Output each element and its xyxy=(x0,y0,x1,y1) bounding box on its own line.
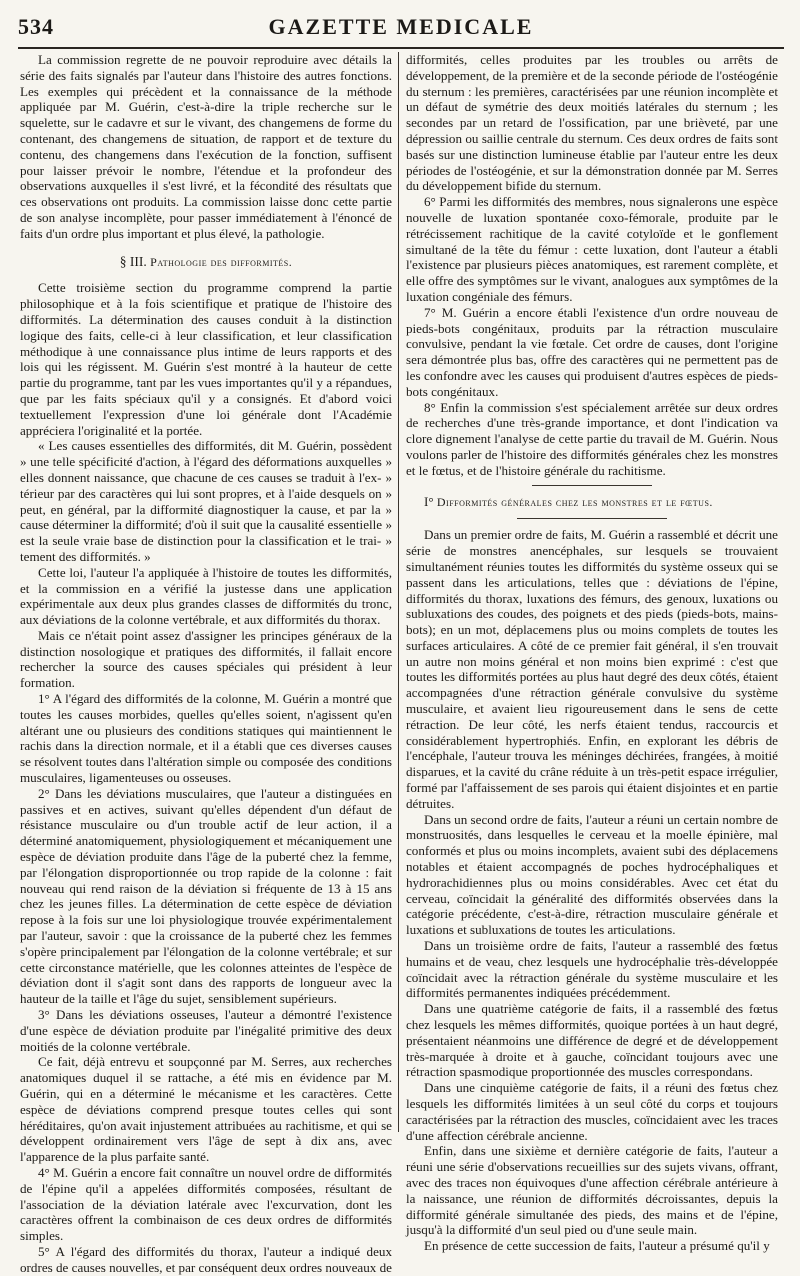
section-heading xyxy=(20,254,392,271)
paragraph: 7° M. Guérin a encore établi l'existence d'un ordre nouveau de pieds-bots congénitaux, produits par la rétraction musculaire convulsive, pendant la vie fœtale. Cet ordre de causes, dont l'origine sera démontrée plus bas, offre des caractères qui ne permettent pas de les confondre avec les causes qui produisent d'autres espèces de pieds-bots congénitaux. xyxy=(406,304,778,399)
paragraph: Ce fait, déjà entrevu et soupçonné par M. Serres, aux recherches anatomiques duquel il se rattache, a été mis en évidence par M. Guérin, qui en a déterminé le mécanisme et les caractères. Cette espèce de déviations comprend presque toutes celles qui sont héréditaires, qu'on avait injustement attribuées au rachitisme, et qui se développent ordinairement vers l'âge de sept à dix ans, avec l'apparence de la plus parfaite santé. xyxy=(20,1054,392,1165)
subsection-heading xyxy=(406,494,778,511)
paragraph: 5° A l'égard des difformités du thorax, l'auteur a indiqué deux ordres de causes nouvelles, et par conséquent deux ordres nouveaux de xyxy=(20,1243,392,1275)
page-number: 534 xyxy=(18,14,54,39)
paragraph: 3° Dans les déviations osseuses, l'auteur a démontré l'existence d'une espèce de déviation produite par l'inégalité primitive des deux moitiés de la colonne vertébrale. xyxy=(20,1007,392,1054)
page-header xyxy=(18,14,784,46)
column-separator xyxy=(398,52,399,1132)
paragraph: Cette troisième section du programme comprend la partie philosophique et à la fois scientifique et pratique de l'histoire des difformités. La détermination des causes conduit à la distinction logique des faits, celle-ci à leur classification, et leur classification méthodique à une connaissance plus intime de leurs rapports et des lois qui les régissent. M. Guérin s'est montré à la hauteur de cette partie du programme, tant par les vues importantes qu'il y a répandues, que par les faits spéciaux qu'il y a consignés. Et d'abord voici textuellement l'expression d'une loi générale dont l'Académie appréciera l'originalité et la portée. xyxy=(20,280,392,438)
subsection-rule xyxy=(517,518,667,519)
paragraph: 8° Enfin la commission s'est spécialement arrêtée sur deux ordres de recherches d'une très-grande importance, et dont l'indication va clore dignement l'analyse de cette partie du travail de M. Guérin. Nous voulons parler de l'histoire des difformités générales chez les monstres et le fœtus, et de l'histoire générale du rachitisme. xyxy=(406,399,778,478)
paragraph: Dans une cinquième catégorie de faits, il a réuni des fœtus chez lesquels les difformités limitées à un seul côté du corps et toujours caractérisées par la rétraction des muscles, coïncidaient avec les traces d'une affection cérébrale ancienne. xyxy=(406,1080,778,1143)
section-number: § III. xyxy=(119,253,147,269)
header-rule xyxy=(18,47,784,49)
subsection-number: I° xyxy=(424,493,434,509)
paragraph: Mais ce n'était point assez d'assigner les principes généraux de la distinction nosologique et pratiques des difformités, il fallait encore rechercher la source des causes spéciales qui président à leur formation. xyxy=(20,627,392,691)
left-column xyxy=(20,52,392,1275)
paragraph: 6° Parmi les difformités des membres, nous signalerons une espèce nouvelle de luxation spontanée coxo-fémorale, produite par le rétrécissement rachitique de la cavité cotyloïde et le gonflement simultané de la tête du fémur : cette luxation, dont l'auteur a établi l'existence par plusieurs pièces anatomiques, est rarement complète, et elle offre des symptômes sur le vivant, analogues aux symptômes de la luxation congéniale des fémurs. xyxy=(406,194,778,304)
paragraph: 1° A l'égard des difformités de la colonne, M. Guérin a montré que toutes les causes morbides, quelles qu'elles soient, n'agissent qu'en altérant une ou plusieurs des conditions statiques qui maintiennent le rachis dans la direction normale, et il a établi que ces diverses causes se résolvent toutes dans l'altération simple ou composée des conditions musculaires, ligamenteuses ou osseuses. xyxy=(20,691,392,786)
paragraph: difformités, celles produites par les troubles ou arrêts de développement, de la première et de la seconde période de l'ostéogénie du sternum : les premières, caractérisées par une réunion incomplète et un défaut de symétrie des deux moitiés latérales du sternum ; les secondes par un retard de l'ossification, par une brièveté, par une dépression ou saillie centrale du sternum. Ces deux ordres de faits sont basés sur une distinction lumineuse établie par l'auteur entre les deux périodes de l'ostéogénie, et sur la démonstration donnée par M. Serres du développement bifide du sternum. xyxy=(406,52,778,194)
subsection-title: Difformités générales chez les monstres et le fœtus. xyxy=(436,494,713,509)
paragraph: La commission regrette de ne pouvoir reproduire avec détails la série des faits signalés par l'auteur dans l'histoire des autres fonctions. Les exemples qui précèdent et la connaissance de la méthode appliquée par M. Guérin, c'est-à-dire la triple recherche sur le squelette, sur le cadavre et sur le vivant, des changemens de forme du contenant, des changemens de situation, de rapport et de texture du contenu, des changemens dans l'exécution de la fonction, suffisent pour laisser prévoir le nombre, l'étendue et la profondeur des observations auxquelles il s'est livré, et la fécondité des résultats que ces observations ont produits. La commission laisse donc cette partie de son analyse incomplète, pour passer immédiatement à l'énoncé de faits d'un ordre plus important et plus élevé, la pathologie. xyxy=(20,52,392,241)
paragraph: 2° Dans les déviations musculaires, que l'auteur a distinguées en passives et en actives, suivant qu'elles dépendent d'un défaut de résistance musculaire ou d'un trouble actif de leur action, il a déterminé anatomiquement, physiologiquement et mécaniquement une espèce de déviation produite dans l'âge de la puberté chez la femme, par l'élongation disproportionnée ou trop rapide de la colonne : fait nouveau qui rend raison de la déviation si fréquente de 13 à 15 ans chez les jeunes filles. La détermination de cette espèce de déviation repose à la fois sur une loi physiologique trouvée expérimentalement par l'auteur, savoir : que la croissance de la puberté chez les femmes s'opère principalement par l'élongation de la colonne vertébrale; et sur cette circonstance matérielle, que les colonnes atteintes de l'espèce de déviation dont il s'agit sont dans des rapports de longueur avec la hauteur de la taille et l'âge du sujet, sensiblement supérieurs. xyxy=(20,785,392,1007)
paragraph: Dans un premier ordre de faits, M. Guérin a rassemblé et décrit une série de monstres anencéphales, sur lesquels se trouvaient simultanément réunies toutes les difformités du système osseux qui se passent dans les articulations, telles que : déviations de l'épine, difformités du thorax, luxations des fémurs, des genoux, luxations ou subluxations des coudes, des poignets et des pieds (pieds-bots, mains-bots); en un mot, déplacemens plus ou moins complets de toutes les surfaces articulaires. A côté de ce premier fait général, il s'en trouvait un autre non moins général et non moins bien exprimé : c'est que toutes les difformités portées au plus haut degré des deux côtés, étaient accompagnées d'une rétraction générale convulsive du système musculaire, et avaient lieu rigoureusement dans le sens de cette rétraction. De leur côté, les nerfs étaient tendus, raccourcis et considérablement hypertrophiés. Enfin, en explorant les débris de l'encéphale, l'auteur trouva les méninges déchirées, frangées, à moitié disparues, et la cavité du crâne réduite à un très-petit espace irrégulier, formé par l'affaissement de ses parois qui étaient disjointes et en partie détruites. xyxy=(406,527,778,811)
quotation: « Les causes essentielles des difformités, dit M. Guérin, possèdent » une telle spécificité d'action, à l'égard des déformations auxquelles » elles donnent naissance, que chacune de ces causes se traduit à l'ex- » térieur par des caractères qui lui sont propres, et à l'aide desquels on » peut, en général, par la difformité diagnostiquer la cause, et par la » cause déterminer la difformité; d'où il suit que la causalité essentielle » est la seule vraie base de distinction pour la classification et le trai- » tement des difformités. » xyxy=(20,438,392,564)
paragraph: En présence de cette succession de faits, l'auteur a présumé qu'il y xyxy=(424,1238,770,1254)
section-title: Pathologie des difformités. xyxy=(150,254,293,269)
paragraph: Dans un troisième ordre de faits, l'auteur a rassemblé des fœtus humains et de veau, chez lesquels une hydrocéphalie très-développée coïncidait avec la rétraction générale du système musculaire et les difformités permanentes indiquées précédemment. xyxy=(406,938,778,1001)
paragraph: Cette loi, l'auteur l'a appliquée à l'histoire de toutes les difformités, et la commission en a vérifié la justesse dans une application expérimentale aux deux plus grandes classes de difformités du tronc, aux déviations de la colonne vertébrale, et aux difformités du thorax. xyxy=(20,564,392,628)
right-column xyxy=(406,52,778,1254)
paragraph: Dans une quatrième catégorie de faits, il a rassemblé des fœtus chez lesquels les mêmes difformités, quoique portées à un haut degré, présentaient néanmoins une différence de degré et de développement très-marquée à droite et à gauche, coïncidant toujours avec une rétraction spasmodique proportionnée des muscles correspondans. xyxy=(406,1001,778,1080)
paragraph: 4° M. Guérin a encore fait connaître un nouvel ordre de difformités de l'épine qu'il a appelées difformités composées, résultant de l'association de la déviation latérale avec l'excurvation, dont les caractères offrent la combinaison de ces deux ordres de difformités simples. xyxy=(20,1164,392,1244)
subsection-rule xyxy=(532,485,652,486)
paragraph: Enfin, dans une sixième et dernière catégorie de faits, l'auteur a réuni une série d'observations recueillies sur des sujets vivans, offrant, avec des traces non équivoques d'une affection cérébrale antérieure à la naissance, une réunion de difformités décroissantes, depuis la difformité générale simultanée des pieds, des mains et de l'épine, jusqu'à la difformité d'un seul pied ou d'une seule main. xyxy=(406,1143,778,1238)
journal-title: GAZETTE MEDICALE xyxy=(268,14,534,39)
paragraph: Dans un second ordre de faits, l'auteur a réuni un certain nombre de monstruosités, dans lesquelles le cerveau et la moelle épinière, mal conformés et plus ou moins incomplets, avaient subi des déplacemens notables et étaient accompagnés de poches hydrocéphaliques et hydrorachidiennes plus ou moins considérables. Avec cet état du cerveau, coïncidait la généralité des difformités observées dans la catégorie précédente, c'est-à-dire, rétraction musculaire générale et luxations et subluxations de toutes les articulations. xyxy=(406,811,778,938)
